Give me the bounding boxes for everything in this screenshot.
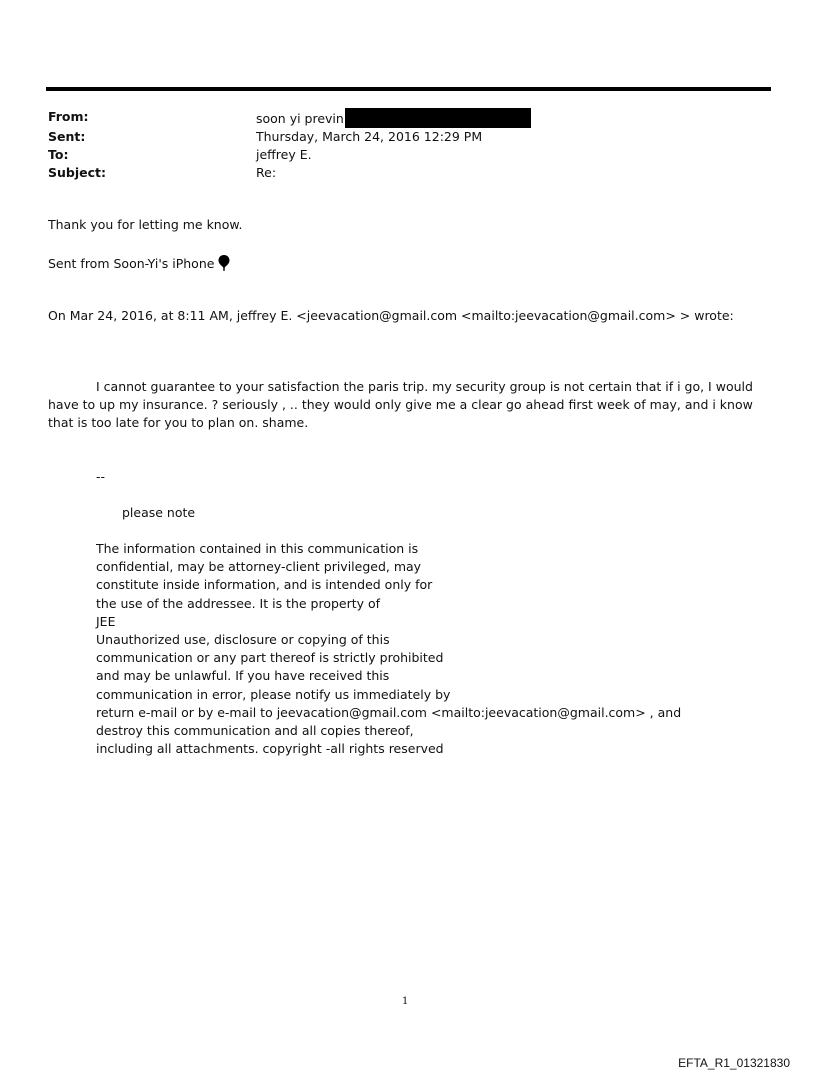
header-rule [46,87,771,91]
subject-value: Re: [256,165,277,180]
to-row [48,146,531,164]
disclaimer-line: The information contained in this communication is [96,541,419,556]
subject-row [48,164,531,182]
disclaimer-line: constitute inside information, and is intended only for [96,577,433,593]
disclaimer-line: JEE [96,613,116,629]
signature-text: Sent from Soon-Yi's iPhone [48,256,215,271]
quoted-message [48,378,770,432]
redaction-box [345,108,531,128]
disclaimer-line: the use of the addressee. It is the property of [96,595,381,611]
please-note: please note [122,505,196,520]
sent-label: Sent: [48,129,86,144]
signature-line [48,254,231,273]
to-value: jeffrey E. [256,147,312,162]
disclaimer-line: communication or any part thereof is strictly prohibited [96,650,444,666]
sent-row [48,128,531,146]
signature-separator: -- [96,469,106,484]
email-header [48,108,531,182]
map-pin-icon [217,254,231,272]
disclaimer-line: communication in error, please notify us immediately by [96,686,451,702]
page-number: 1 [402,996,409,1007]
disclaimer-line: including all attachments. copyright -all rights reserved [96,741,444,757]
disclaimer-line: return e-mail or by e-mail to jeevacation@gmail.com <mailto:jeevacation@gmail.com> , and [96,704,682,720]
disclaimer-line: destroy this communication and all copies thereof, [96,723,414,739]
quote-intro: On Mar 24, 2016, at 8:11 AM, jeffrey E. <jeevacation@gmail.com <mailto:jeevacation@gmail.com> > wrote: [48,308,734,323]
from-name: soon yi previn [256,111,344,126]
disclaimer-line: and may be unlawful. If you have received this [96,668,390,684]
disclaimer-line: Unauthorized use, disclosure or copying of this [96,632,390,648]
document-id: EFTA_R1_01321830 [678,1056,790,1070]
from-label: From: [48,109,89,124]
disclaimer [96,540,681,758]
disclaimer-line: confidential, may be attorney-client privileged, may [96,559,422,575]
sent-value: Thursday, March 24, 2016 12:29 PM [256,129,483,144]
reply-text: Thank you for letting me know. [48,217,243,232]
subject-label: Subject: [48,165,106,180]
to-label: To: [48,147,69,162]
from-value [256,108,531,128]
from-row [48,108,531,128]
quoted-message-text: I cannot guarantee to your satisfaction the paris trip. my security group is not certain that if i go, I would have to up my insurance. ? seriously , .. they would only give me a clear go ahead first week of may, and i know that is too late for you to plan on. shame. [48,379,753,430]
